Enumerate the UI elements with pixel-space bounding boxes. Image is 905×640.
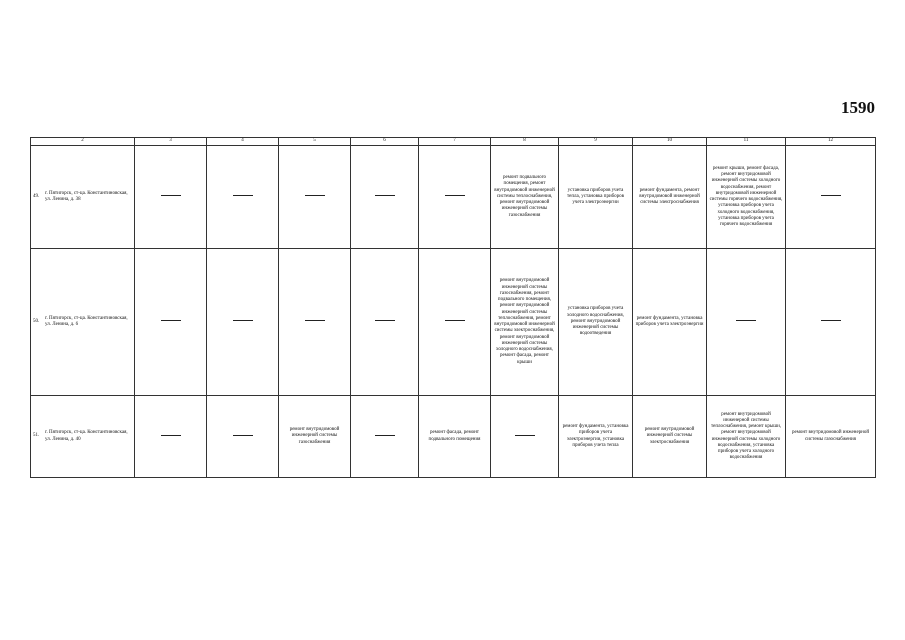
table-row (31, 146, 876, 249)
empty-cell (279, 249, 351, 396)
address-text: г. Пятигорск, ст-ца. Константиновская, ул. Ленина, д. 6 (45, 315, 128, 327)
work-cell: ремонт внутридомовой инженерной системы газоснабжения (279, 396, 351, 478)
work-cell: ремонт подвального помещения, ремонт внутридомовой инженерной системы теплоснабжения, ремонт внутридомовой инженерной системы газоснабжения (491, 146, 559, 249)
dash-mark (161, 435, 181, 436)
empty-cell (351, 396, 419, 478)
dash-mark (515, 435, 535, 436)
dash-mark (305, 320, 325, 321)
column-number: 11 (707, 138, 786, 146)
page-number: 1590 (841, 98, 875, 117)
empty-cell (491, 396, 559, 478)
column-number: 10 (633, 138, 707, 146)
column-number: 8 (491, 138, 559, 146)
dash-mark (233, 435, 253, 436)
column-number: 5 (279, 138, 351, 146)
column-number: 2 (31, 138, 135, 146)
work-cell: ремонт внутридомовой инженерной системы теплоснабжения, ремонт крыши, ремонт внутридомовой инженерной системы холодного водоснабжения, установка приборов учета холодного водоснабжения (707, 396, 786, 478)
empty-cell (419, 249, 491, 396)
column-number: 7 (419, 138, 491, 146)
dash-mark (445, 320, 465, 321)
dash-mark (821, 320, 841, 321)
column-number: 12 (786, 138, 876, 146)
address-cell (31, 146, 135, 249)
empty-cell (351, 146, 419, 249)
row-number: 50. (33, 318, 40, 324)
dash-mark (375, 435, 395, 436)
dash-mark (736, 320, 756, 321)
empty-cell (351, 249, 419, 396)
dash-mark (821, 195, 841, 196)
dash-mark (233, 320, 253, 321)
address-text: г. Пятигорск, ст-ца. Константиновская, ул. Ленина, д. 38 (45, 190, 128, 202)
work-cell: ремонт фасада, ремонт подвального помещения (419, 396, 491, 478)
empty-cell (786, 146, 876, 249)
dash-mark (445, 195, 465, 196)
work-cell: ремонт крыши, ремонт фасада, ремонт внутридомовой инженерной системы холодного водоснабжения, ремонт внутридомовой инженерной системы горячего водоснабжения, установка приборов учета холодного водоснабжения, установка приборов учета горячего водоснабжения (707, 146, 786, 249)
address-text: г. Пятигорск, ст-ца. Константиновская, ул. Ленина, д. 40 (45, 430, 128, 442)
works-table (30, 137, 876, 478)
dash-mark (161, 320, 181, 321)
work-cell: ремонт внутридомовой инженерной системы газоснабжения, ремонт подвального помещения, ремонт внутридомовой инженерной системы теплоснабжения, ремонт внутридомовой инженерной системы электроснабжения, ремонт внутридомовой инженерной системы холодного водоснабжения, ремонт фасада, ремонт крыши (491, 249, 559, 396)
row-number: 51. (33, 433, 40, 439)
dash-mark (161, 195, 181, 196)
empty-cell (135, 249, 207, 396)
empty-cell (707, 249, 786, 396)
empty-cell (135, 146, 207, 249)
column-number: 6 (351, 138, 419, 146)
empty-cell (786, 249, 876, 396)
work-cell: ремонт внутридомовой инженерной системы газоснабжения (786, 396, 876, 478)
address-cell (31, 396, 135, 478)
row-number: 49. (33, 193, 40, 199)
column-number: 4 (207, 138, 279, 146)
address-cell (31, 249, 135, 396)
work-cell: ремонт фундамента, ремонт внутридомовой инженерной системы электроснабжения (633, 146, 707, 249)
dash-mark (375, 195, 395, 196)
empty-cell (207, 396, 279, 478)
work-cell: ремонт внутридомовой инженерной системы электроснабжения (633, 396, 707, 478)
work-cell: установка приборов учета тепла, установка приборов учета электроэнергии (559, 146, 633, 249)
empty-cell (279, 146, 351, 249)
work-cell: установка приборов учета холодного водоснабжения, ремонт внутридомовой инженерной системы водоотведения (559, 249, 633, 396)
work-cell: ремонт фундамента, установка приборов учета электроэнергии (633, 249, 707, 396)
column-number: 9 (559, 138, 633, 146)
dash-mark (233, 195, 253, 196)
empty-cell (135, 396, 207, 478)
table-row (31, 249, 876, 396)
table-row (31, 396, 876, 478)
column-number: 3 (135, 138, 207, 146)
empty-cell (207, 146, 279, 249)
dash-mark (305, 195, 325, 196)
work-cell: ремонт фундамента, установка приборов учета электроэнергии, установка приборов учета тепла (559, 396, 633, 478)
dash-mark (375, 320, 395, 321)
empty-cell (419, 146, 491, 249)
empty-cell (207, 249, 279, 396)
column-number-row (31, 138, 876, 146)
